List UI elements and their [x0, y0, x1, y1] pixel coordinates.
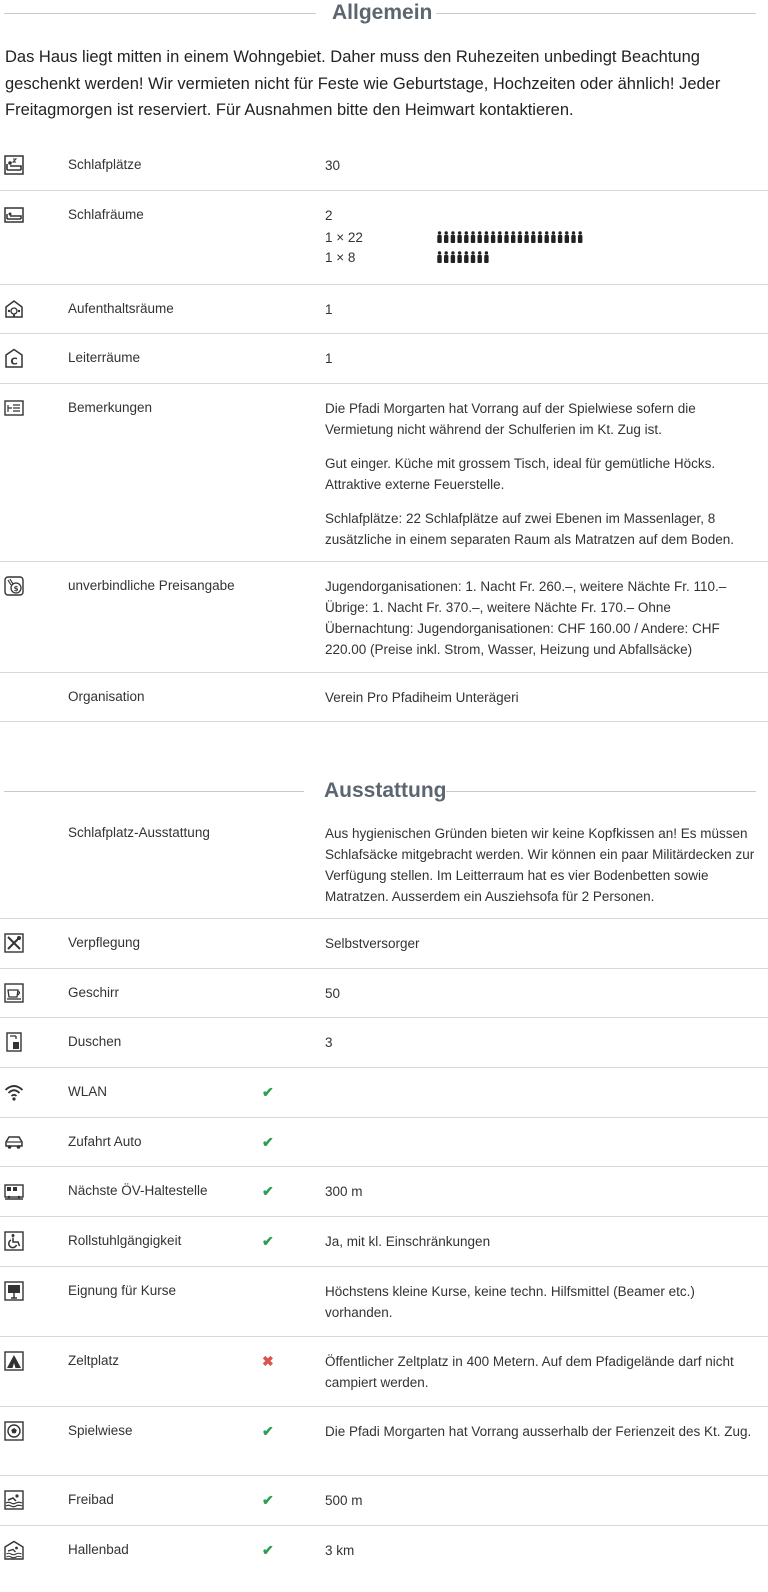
bemerkung-paragraph-3: Schlafplätze: 22 Schlafplätze auf zwei Ebenen im Massenlager, 8 zusätzliche in einem separaten Raum als Matratzen auf dem Boden.	[325, 511, 734, 547]
row-freibad	[0, 1475, 768, 1526]
person-icon	[524, 231, 528, 243]
car-icon	[4, 1132, 24, 1152]
person-icon	[484, 231, 488, 243]
label-schlafplaetze: Schlafplätze	[68, 157, 142, 172]
value-oev-haltestelle: 300 m	[325, 1184, 363, 1199]
row-geschirr	[0, 968, 768, 1018]
row-verpflegung	[0, 918, 768, 969]
heading-line-left	[4, 13, 316, 14]
person-icon	[565, 231, 569, 243]
person-icon	[538, 231, 542, 243]
check-mark-icon: ✔	[262, 1183, 274, 1199]
person-icon	[451, 231, 455, 243]
label-freibad: Freibad	[68, 1492, 114, 1507]
value-duschen: 3	[325, 1035, 333, 1050]
value-schlafraeume	[325, 205, 755, 267]
person-icon	[471, 231, 475, 243]
person-icon	[531, 231, 535, 243]
row-zufahrt-auto	[0, 1117, 768, 1167]
leader-room-icon	[4, 348, 24, 368]
cup-icon	[4, 983, 24, 1003]
remarks-icon	[4, 398, 24, 418]
check-mark-icon: ✔	[262, 1134, 274, 1150]
person-icon	[484, 251, 488, 263]
section-heading-allgemein	[0, 0, 768, 26]
person-icon	[457, 251, 461, 263]
outdoor-pool-icon	[4, 1490, 24, 1510]
bedroom-icon	[4, 205, 24, 225]
value-leiterraeume: 1	[325, 351, 333, 366]
value-geschirr: 50	[325, 986, 341, 1001]
svg-text:C: C	[10, 356, 18, 368]
row-hallenbad	[0, 1525, 768, 1574]
label-schlafraeume: Schlafräume	[68, 207, 144, 222]
cross-mark-icon: ✖	[262, 1353, 274, 1369]
check-mark-icon: ✔	[262, 1542, 274, 1558]
row-schlafplatz-ausstattung	[0, 808, 768, 919]
person-icon	[518, 231, 522, 243]
people-icons	[437, 231, 585, 243]
bed-sleeping-icon	[4, 155, 24, 175]
row-leiterraeume	[0, 333, 768, 384]
room-line-1	[325, 227, 755, 247]
label-leiterraeume: Leiterräume	[68, 350, 141, 365]
value-bemerkungen	[325, 398, 755, 550]
row-preisangabe	[0, 561, 768, 673]
person-icon	[444, 251, 448, 263]
value-spielwiese: Die Pfadi Morgarten hat Vorrang ausserhalb der Ferienzeit des Kt. Zug.	[325, 1424, 752, 1439]
room-1-text: 1 × 22	[325, 230, 363, 245]
price-icon	[4, 576, 24, 596]
section-title-ausstattung: Ausstattung	[324, 779, 447, 802]
label-organisation: Organisation	[68, 689, 145, 704]
label-zeltplatz: Zeltplatz	[68, 1353, 120, 1368]
label-schlafplatz-ausstattung: Schlafplatz-Ausstattung	[68, 825, 210, 840]
value-freibad: 500 m	[325, 1493, 363, 1508]
football-icon	[4, 1421, 24, 1441]
row-duschen	[0, 1017, 768, 1068]
lounge-icon	[4, 299, 24, 319]
row-schlafplaetze	[0, 140, 768, 191]
check-mark-icon: ✔	[262, 1423, 274, 1439]
person-icon	[491, 231, 495, 243]
check-mark-icon: ✔	[262, 1492, 274, 1508]
row-aufenthaltsraeume	[0, 284, 768, 334]
bemerkung-paragraph-1: Die Pfadi Morgarten hat Vorrang auf der Spielwiese sofern die Vermietung nicht während der Schulferien im Kt. Zug ist.	[325, 401, 696, 437]
value-rollstuhl: Ja, mit kl. Einschränkungen	[325, 1234, 491, 1249]
label-zufahrt-auto: Zufahrt Auto	[68, 1134, 142, 1149]
person-icon	[545, 231, 549, 243]
label-rollstuhl: Rollstuhlgängigkeit	[68, 1233, 182, 1248]
presentation-icon	[4, 1281, 24, 1301]
check-mark-icon: ✔	[262, 1233, 274, 1249]
label-aufenthaltsraeume: Aufenthaltsräume	[68, 301, 174, 316]
intro-text: Das Haus liegt mitten in einem Wohngebiet. Daher muss den Ruhezeiten unbedingt Beachtung geschenkt werden! Wir vermieten nicht für Feste wie Geburtstage, Hochzeiten oder ähnlich! Jeder Freitagmorgen ist reserviert. Für Ausnahmen bitte den Heimwart kontaktieren.	[5, 48, 721, 119]
label-wlan: WLAN	[68, 1084, 108, 1099]
section-heading-ausstattung	[0, 778, 768, 804]
check-mark-icon: ✔	[262, 1084, 274, 1100]
bemerkung-paragraph-2: Gut einger. Küche mit grossem Tisch, ideal für gemütliche Höcks. Attraktive externe Feuerstelle.	[325, 456, 716, 492]
schlafraeume-count: 2	[325, 208, 333, 223]
people-icons	[437, 251, 491, 263]
label-spielwiese: Spielwiese	[68, 1423, 133, 1438]
row-zeltplatz	[0, 1336, 768, 1407]
value-aufenthaltsraeume: 1	[325, 302, 333, 317]
room-2-text: 1 × 8	[325, 250, 356, 265]
shower-icon	[4, 1032, 24, 1052]
label-geschirr: Geschirr	[68, 985, 120, 1000]
train-icon	[4, 1181, 24, 1201]
room-2-people-icons	[437, 251, 491, 263]
row-rollstuhl	[0, 1216, 768, 1267]
row-oev-haltestelle	[0, 1166, 768, 1217]
row-kurse	[0, 1266, 768, 1337]
label-verpflegung: Verpflegung	[68, 935, 141, 950]
value-schlafplaetze: 30	[325, 158, 341, 173]
row-schlafraeume	[0, 190, 768, 285]
section-title-allgemein: Allgemein	[332, 1, 433, 24]
person-icon	[498, 231, 502, 243]
cutlery-icon	[4, 933, 24, 953]
person-icon	[471, 251, 475, 263]
heading-line-right	[436, 13, 756, 14]
value-preisangabe: Jugendorganisationen: 1. Nacht Fr. 260.–, weitere Nächte Fr. 110.– Übrige: 1. Nacht Fr. 370.–, weitere Nächte Fr. 170.– Ohne Übernachtung: Jugendorganisationen: CHF 160.00 / Andere: CHF 220.00 (Preise inkl. Strom, Wasser, Heizung und Abfallsäcke)	[325, 579, 727, 657]
person-icon	[558, 231, 562, 243]
row-organisation	[0, 672, 768, 722]
room-1-people-icons	[437, 231, 585, 243]
wifi-icon	[4, 1082, 24, 1102]
indoor-pool-icon	[4, 1540, 24, 1560]
person-icon	[457, 231, 461, 243]
person-icon	[437, 231, 441, 243]
value-schlafplatz-ausstattung: Aus hygienischen Gründen bieten wir keine Kopfkissen an! Es müssen Schlafsäcke mitgebracht werden. Wir können ein paar Militärdecken zur Verfügung stellen. Im Leitterraum hat es vier Bodenbetten sowie Matratzen. Ausserdem ein Ausziehsofa für 2 Personen.	[325, 826, 755, 904]
person-icon	[504, 231, 508, 243]
value-organisation: Verein Pro Pfadiheim Unterägeri	[325, 690, 519, 705]
person-icon	[551, 231, 555, 243]
value-verpflegung: Selbstversorger	[325, 936, 420, 951]
label-duschen: Duschen	[68, 1034, 122, 1049]
person-icon	[464, 251, 468, 263]
value-kurse: Höchstens kleine Kurse, keine techn. Hilfsmittel (Beamer etc.) vorhanden.	[325, 1284, 695, 1320]
label-kurse: Eignung für Kurse	[68, 1283, 177, 1298]
label-hallenbad: Hallenbad	[68, 1542, 129, 1557]
label-bemerkungen: Bemerkungen	[68, 400, 153, 415]
svg-text:$: $	[13, 585, 19, 593]
person-icon	[478, 231, 482, 243]
heading-line-right	[446, 791, 756, 792]
row-wlan	[0, 1067, 768, 1118]
row-bemerkungen	[0, 383, 768, 562]
person-icon	[437, 251, 441, 263]
person-icon	[444, 231, 448, 243]
label-oev-haltestelle: Nächste ÖV-Haltestelle	[68, 1183, 208, 1198]
tent-icon	[4, 1351, 24, 1371]
person-icon	[511, 231, 515, 243]
person-icon	[478, 251, 482, 263]
value-zeltplatz: Öffentlicher Zeltplatz in 400 Metern. Auf dem Pfadigelände darf nicht campiert werden.	[325, 1354, 734, 1390]
label-preisangabe: unverbindliche Preisangabe	[68, 578, 235, 593]
room-line-2	[325, 247, 755, 267]
wheelchair-icon	[4, 1231, 24, 1251]
person-icon	[464, 231, 468, 243]
person-icon	[571, 231, 575, 243]
heading-line-left	[4, 791, 304, 792]
person-icon	[451, 251, 455, 263]
person-icon	[578, 231, 582, 243]
value-hallenbad: 3 km	[325, 1543, 355, 1558]
row-spielwiese	[0, 1406, 768, 1476]
